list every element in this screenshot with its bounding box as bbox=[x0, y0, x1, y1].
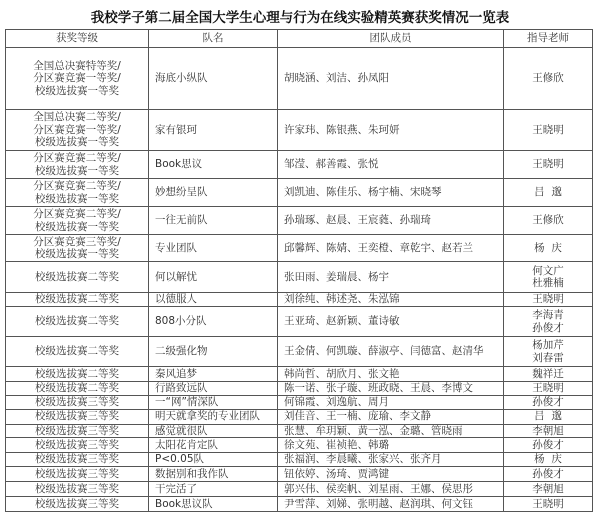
award-line: 校级选拔赛二等奖 bbox=[35, 345, 119, 358]
members-cell: 尹雪萍、刘娣、张明越、赵润琪、何文钰 bbox=[278, 497, 504, 512]
table-row bbox=[6, 337, 593, 367]
members-cell: 王金倩、何凯璇、薛淑亭、闫德富、赵清华 bbox=[278, 337, 504, 367]
award-line: 分区赛竞赛二等奖/ bbox=[33, 208, 121, 220]
members-cell: 张福润、李晨曦、张家兴、张齐月 bbox=[278, 453, 504, 467]
award-line: 校级选拔赛三等奖 bbox=[35, 438, 119, 451]
table-row bbox=[6, 207, 593, 235]
award-cell bbox=[6, 438, 149, 453]
table-row bbox=[6, 179, 593, 207]
table-row bbox=[6, 382, 593, 396]
award-line: 校级选拔赛一等奖 bbox=[35, 84, 119, 97]
table-row bbox=[6, 453, 593, 467]
award-cell bbox=[6, 409, 149, 424]
advisor-cell bbox=[504, 293, 593, 307]
team-name-cell: 妙想纷呈队 bbox=[149, 179, 278, 207]
advisor-name: 孙俊才 bbox=[532, 321, 564, 334]
advisor-cell bbox=[504, 482, 593, 497]
table-row bbox=[6, 395, 593, 409]
award-cell bbox=[6, 179, 149, 207]
award-cell bbox=[6, 307, 149, 337]
advisor-cell bbox=[504, 337, 593, 367]
award-cell bbox=[6, 453, 149, 467]
team-name-cell: 一往无前队 bbox=[149, 207, 278, 235]
advisor-cell bbox=[504, 207, 593, 235]
members-cell: 孙瑞琢、赵晨、王宸蕤、孙瑞琦 bbox=[278, 207, 504, 235]
team-name-cell: 感觉就很队 bbox=[149, 424, 278, 438]
advisor-cell bbox=[504, 262, 593, 293]
advisor-cell bbox=[504, 438, 593, 453]
team-name-cell: 一“网”情深队 bbox=[149, 395, 278, 409]
award-line: 校级选拔赛三等奖 bbox=[35, 467, 119, 480]
advisor-name: 李海青 bbox=[532, 309, 564, 321]
advisor-cell bbox=[504, 235, 593, 262]
award-line: 校级选拔赛二等奖 bbox=[35, 367, 119, 380]
team-name-cell: 家有银珂 bbox=[149, 110, 278, 151]
award-line: 校级选拔赛一等奖 bbox=[35, 220, 119, 233]
advisor-name: 王晓明 bbox=[532, 382, 564, 394]
award-line: 校级选拔赛三等奖 bbox=[35, 424, 119, 437]
members-cell: 胡晓涵、刘洁、孙凤阳 bbox=[278, 48, 504, 110]
award-line: 全国总决赛特等奖/ bbox=[33, 59, 121, 72]
table-row bbox=[6, 438, 593, 453]
award-cell bbox=[6, 151, 149, 179]
award-line: 校级选拔赛三等奖 bbox=[35, 453, 119, 466]
table-row bbox=[6, 262, 593, 293]
advisor-name: 王晓明 bbox=[532, 123, 564, 136]
advisor-name: 王晓明 bbox=[532, 293, 564, 306]
advisor-name: 杨加芹 bbox=[532, 339, 564, 351]
table-row bbox=[6, 482, 593, 497]
advisor-name: 孙俊才 bbox=[532, 438, 564, 451]
advisor-name: 吕 邈 bbox=[534, 186, 562, 199]
award-line: 校级选拔赛二等奖 bbox=[35, 315, 119, 328]
team-name-cell: 以德服人 bbox=[149, 293, 278, 307]
members-cell: 钮依婷、汤琦、贾鸿键 bbox=[278, 467, 504, 482]
team-name-cell: 秦风追梦 bbox=[149, 367, 278, 382]
members-cell: 许家玮、陈银燕、朱珂妍 bbox=[278, 110, 504, 151]
advisor-name: 杜雅楠 bbox=[532, 277, 564, 289]
members-cell: 何锦霞、刘逸航、周月 bbox=[278, 395, 504, 409]
award-cell bbox=[6, 110, 149, 151]
advisor-name: 王修欣 bbox=[532, 214, 564, 227]
award-cell bbox=[6, 293, 149, 307]
team-name-cell: 太阳花肯定队 bbox=[149, 438, 278, 453]
table-row bbox=[6, 467, 593, 482]
members-cell: 刘凯迪、陈佳乐、杨宇楠、宋晓琴 bbox=[278, 179, 504, 207]
award-line: 分区赛竞赛三等奖/ bbox=[33, 235, 121, 248]
team-name-cell: 行路致远队 bbox=[149, 382, 278, 396]
award-line: 校级选拔赛三等奖 bbox=[35, 497, 119, 510]
award-cell bbox=[6, 367, 149, 382]
award-cell bbox=[6, 482, 149, 497]
members-cell: 陈一诺、张子璇、班政晓、王晨、李博文 bbox=[278, 382, 504, 396]
team-name-cell: 明天就拿奖的专业团队 bbox=[149, 409, 278, 424]
team-name-cell: 干完活了 bbox=[149, 482, 278, 497]
table-row bbox=[6, 293, 593, 307]
team-name-cell: P<0.05队 bbox=[149, 453, 278, 467]
advisor-name: 王晓明 bbox=[532, 158, 564, 171]
award-line: 校级选拔赛一等奖 bbox=[35, 248, 119, 260]
members-cell: 刘佳音、王一楠、庞瑜、李文静 bbox=[278, 409, 504, 424]
table-row bbox=[6, 151, 593, 179]
advisor-cell bbox=[504, 179, 593, 207]
award-line: 分区赛竞赛二等奖/ bbox=[33, 152, 121, 164]
members-cell: 邹滢、郝善霞、张悦 bbox=[278, 151, 504, 179]
table-row bbox=[6, 235, 593, 262]
table-row bbox=[6, 48, 593, 110]
advisor-cell bbox=[504, 48, 593, 110]
advisor-cell bbox=[504, 307, 593, 337]
award-line: 分区赛竞赛二等奖/ bbox=[33, 180, 121, 192]
award-cell bbox=[6, 382, 149, 396]
advisor-name: 吕 邈 bbox=[534, 410, 562, 423]
awards-table bbox=[5, 29, 593, 512]
table-row bbox=[6, 307, 593, 337]
table-row bbox=[6, 367, 593, 382]
team-name-cell: Book思议 bbox=[149, 151, 278, 179]
award-line: 分区赛竞赛一等奖/ bbox=[33, 123, 121, 136]
advisor-name: 王晓明 bbox=[532, 497, 564, 510]
advisor-name: 杨 庆 bbox=[534, 453, 562, 466]
advisor-cell bbox=[504, 395, 593, 409]
award-line: 校级选拔赛一等奖 bbox=[35, 192, 119, 205]
advisor-name: 杨 庆 bbox=[534, 241, 562, 254]
team-name-cell: 二级强化物 bbox=[149, 337, 278, 367]
advisor-cell bbox=[504, 367, 593, 382]
members-cell: 邱馨辉、陈婧、王奕橙、章乾宇、赵若兰 bbox=[278, 235, 504, 262]
table-row bbox=[6, 409, 593, 424]
advisor-name: 孙俊才 bbox=[532, 467, 564, 480]
team-name-cell: 何以解忧 bbox=[149, 262, 278, 293]
members-cell: 王亚琦、赵新颖、董诗敏 bbox=[278, 307, 504, 337]
award-line: 校级选拔赛三等奖 bbox=[35, 410, 119, 423]
award-cell bbox=[6, 467, 149, 482]
award-cell bbox=[6, 235, 149, 262]
team-name-cell: 海底小纵队 bbox=[149, 48, 278, 110]
award-line: 校级选拔赛三等奖 bbox=[35, 482, 119, 495]
award-line: 校级选拔赛一等奖 bbox=[35, 136, 119, 149]
advisor-name: 李朝旭 bbox=[532, 482, 564, 495]
advisor-cell bbox=[504, 110, 593, 151]
table-row bbox=[6, 110, 593, 151]
header-advisor: 指导老师 bbox=[504, 30, 593, 48]
award-cell bbox=[6, 395, 149, 409]
team-name-cell: 808小分队 bbox=[149, 307, 278, 337]
advisor-name: 孙俊才 bbox=[532, 395, 564, 408]
table-header-row bbox=[6, 30, 593, 48]
award-line: 全国总决赛二等奖/ bbox=[33, 111, 121, 124]
team-name-cell: Book思议队 bbox=[149, 497, 278, 512]
award-line: 校级选拔赛二等奖 bbox=[35, 293, 119, 306]
award-cell bbox=[6, 48, 149, 110]
team-name-cell: 数据别和我作队 bbox=[149, 467, 278, 482]
members-cell: 韩尚哲、胡欣月、张文艳 bbox=[278, 367, 504, 382]
page-title: 我校学子第二届全国大学生心理与行为在线实验精英赛获奖情况一览表 bbox=[90, 10, 510, 26]
members-cell: 张慧、牟玥颖、黄一泓、金璐、管晓雨 bbox=[278, 424, 504, 438]
advisor-name: 魏祥迁 bbox=[532, 367, 564, 380]
advisor-cell bbox=[504, 453, 593, 467]
advisor-cell bbox=[504, 467, 593, 482]
advisor-cell bbox=[504, 151, 593, 179]
table-row bbox=[6, 424, 593, 438]
advisor-cell bbox=[504, 409, 593, 424]
award-cell bbox=[6, 337, 149, 367]
header-team-name: 队名 bbox=[149, 30, 278, 48]
team-name-cell: 专业团队 bbox=[149, 235, 278, 262]
advisor-name: 何文广 bbox=[532, 264, 564, 277]
award-cell bbox=[6, 207, 149, 235]
award-line: 校级选拔赛三等奖 bbox=[35, 395, 119, 408]
members-cell: 郭兴伟、侯奕帆、刘星雨、王娜、侯思彤 bbox=[278, 482, 504, 497]
header-award-level: 获奖等级 bbox=[6, 30, 149, 48]
award-line: 校级选拔赛二等奖 bbox=[35, 270, 119, 283]
members-cell: 刘徐纯、韩述尧、朱泓锦 bbox=[278, 293, 504, 307]
members-cell: 徐文苑、崔祯艳、韩璐 bbox=[278, 438, 504, 453]
award-line: 分区赛竞赛一等奖/ bbox=[33, 72, 121, 85]
award-cell bbox=[6, 262, 149, 293]
award-line: 校级选拔赛二等奖 bbox=[35, 382, 119, 394]
header-team-members: 团队成员 bbox=[278, 30, 504, 48]
advisor-cell bbox=[504, 382, 593, 396]
advisor-name: 王修欣 bbox=[532, 72, 564, 85]
advisor-name: 刘春雷 bbox=[532, 351, 564, 364]
advisor-cell bbox=[504, 424, 593, 438]
advisor-name: 李朝旭 bbox=[532, 424, 564, 437]
award-line: 校级选拔赛一等奖 bbox=[35, 164, 119, 177]
members-cell: 张田雨、姜瑞晨、杨宇 bbox=[278, 262, 504, 293]
award-cell bbox=[6, 424, 149, 438]
